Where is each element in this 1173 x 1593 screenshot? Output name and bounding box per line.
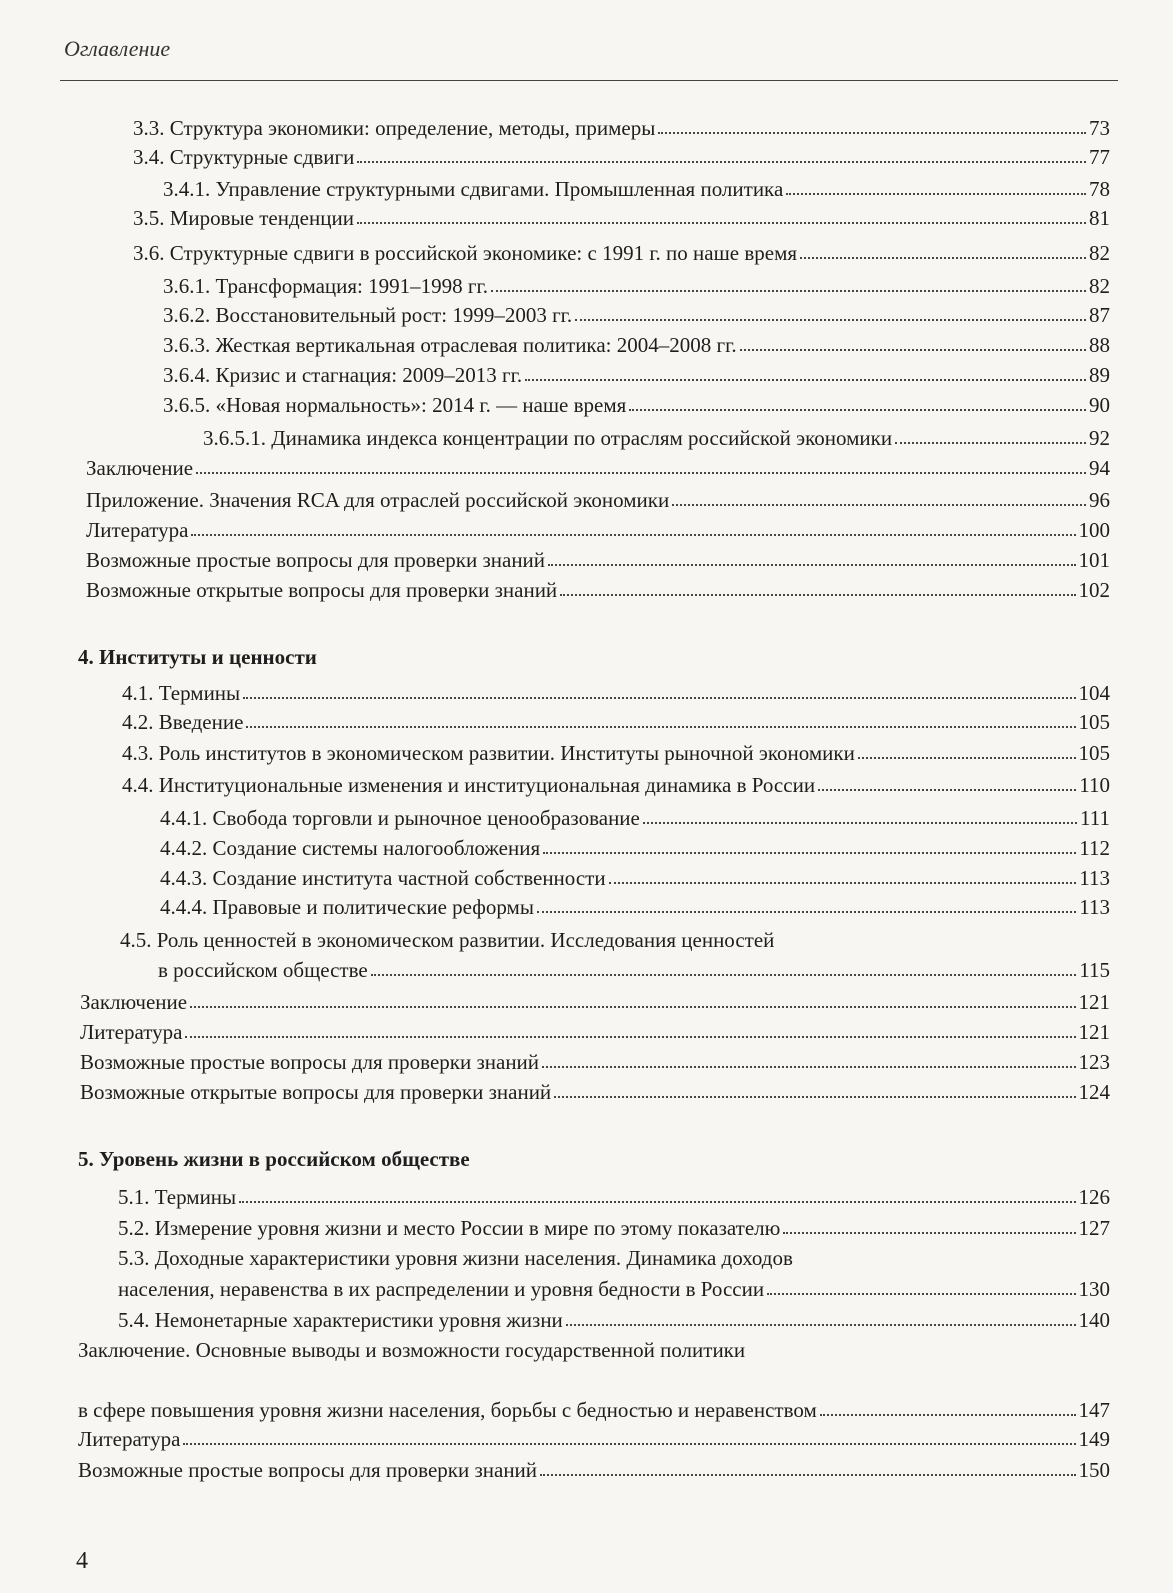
running-header: Оглавление [64, 36, 171, 61]
toc-entry-title: Литература [78, 1427, 181, 1451]
toc-entry[interactable] [118, 1277, 1110, 1301]
toc-entry[interactable] [163, 393, 1110, 417]
toc-page-number: 100 [1078, 518, 1110, 542]
toc-page-number: 88 [1089, 333, 1110, 357]
toc-entry-title: 4.4.2. Создание системы налогообложения [160, 836, 541, 860]
toc-entry-title: 4.2. Введение [122, 710, 244, 734]
toc-entry-title: 3.6.3. Жесткая вертикальная отраслевая политика: 2004–2008 гг. [163, 333, 737, 357]
dot-leader [537, 911, 1076, 913]
toc-entry-title: 3.6. Структурные сдвиги в российской экономике: с 1991 г. по наше время [133, 241, 798, 265]
toc-page-number: 115 [1079, 958, 1110, 982]
toc-entry-title: Литература [80, 1020, 183, 1044]
dot-leader [196, 472, 1086, 474]
toc-page-number: 126 [1078, 1185, 1110, 1209]
dot-leader [542, 1066, 1075, 1068]
toc-entry-title: 4.1. Термины [122, 681, 241, 705]
toc-page-number: 140 [1078, 1308, 1110, 1332]
toc-entry-title: 3.5. Мировые тенденции [133, 206, 354, 230]
toc-page-number: 121 [1078, 990, 1110, 1014]
toc-entry[interactable] [160, 895, 1110, 919]
dot-leader [858, 757, 1076, 759]
toc-entry[interactable] [158, 958, 1110, 982]
toc-entry[interactable] [86, 578, 1110, 602]
toc-entry[interactable] [133, 241, 1110, 265]
toc-page-number: 111 [1080, 806, 1110, 830]
toc-entry[interactable] [122, 681, 1110, 705]
toc-entry-title-line: 5.3. Доходные характеристики уровня жизни населения. Динамика доходов [118, 1246, 793, 1270]
dot-leader [491, 290, 1086, 292]
toc-entry-title: 3.4.1. Управление структурными сдвигами. Промышленная политика [163, 177, 784, 201]
dot-leader [239, 1201, 1075, 1203]
dot-leader [560, 594, 1075, 596]
toc-entry[interactable] [163, 363, 1110, 387]
dot-leader [191, 534, 1075, 536]
toc-entry[interactable] [78, 1458, 1110, 1482]
toc-page-number: 82 [1089, 274, 1110, 298]
toc-entry[interactable] [118, 1308, 1110, 1332]
toc-page-number: 105 [1078, 741, 1110, 765]
toc-entry-title: Возможные простые вопросы для проверки знаний [86, 548, 546, 572]
toc-page-number: 92 [1089, 426, 1110, 450]
toc-entry-title: 4.4. Институциональные изменения и институциональная динамика в России [122, 773, 816, 797]
dot-leader [566, 1324, 1076, 1326]
dot-leader [543, 852, 1076, 854]
toc-page-number: 127 [1078, 1216, 1110, 1240]
toc-entry[interactable] [163, 303, 1110, 327]
toc-page-number: 113 [1079, 866, 1110, 890]
toc-entry-title: 4.4.1. Свобода торговли и рыночное ценообразование [160, 806, 640, 830]
toc-page-number: 90 [1089, 393, 1110, 417]
dot-leader [357, 161, 1086, 163]
dot-leader [243, 697, 1075, 699]
dot-leader [185, 1036, 1075, 1038]
toc-page-number: 94 [1089, 456, 1110, 480]
toc-entry[interactable] [133, 116, 1110, 140]
toc-entry-title: 5.4. Немонетарные характеристики уровня жизни [118, 1308, 563, 1332]
toc-entry[interactable] [163, 333, 1110, 357]
dot-leader [740, 349, 1086, 351]
toc-entry-title: 4.3. Роль институтов в экономическом развитии. Институты рыночной экономики [122, 741, 855, 765]
toc-entry[interactable] [203, 426, 1110, 450]
toc-page-number: 104 [1078, 681, 1110, 705]
toc-entry[interactable] [86, 518, 1110, 542]
dot-leader [183, 1443, 1075, 1445]
dot-leader [609, 882, 1077, 884]
toc-page-number: 101 [1078, 548, 1110, 572]
toc-entry-title: Приложение. Значения RCA для отраслей российской экономики [86, 488, 670, 512]
toc-page-number: 149 [1078, 1427, 1110, 1451]
toc-entry[interactable] [118, 1185, 1110, 1209]
dot-leader [783, 1232, 1075, 1234]
toc-entry[interactable] [80, 990, 1110, 1014]
toc-page-number: 124 [1078, 1080, 1110, 1104]
dot-leader [767, 1293, 1075, 1295]
toc-entry[interactable] [133, 145, 1110, 169]
toc-page-number: 150 [1078, 1458, 1110, 1482]
toc-entry[interactable] [160, 806, 1110, 830]
toc-entry[interactable] [78, 1427, 1110, 1451]
toc-entry-title: Заключение [80, 990, 188, 1014]
toc-entry[interactable] [86, 548, 1110, 572]
toc-entry[interactable] [160, 866, 1110, 890]
toc-entry[interactable] [118, 1216, 1110, 1240]
dot-leader [658, 132, 1086, 134]
toc-entry-title: в российском обществе [158, 958, 368, 982]
page-number: 4 [76, 1548, 88, 1574]
toc-entry[interactable] [133, 206, 1110, 230]
dot-leader [895, 442, 1086, 444]
toc-page-number: 121 [1078, 1020, 1110, 1044]
toc-page-number: 123 [1078, 1050, 1110, 1074]
dot-leader [800, 257, 1086, 259]
toc-page-number: 130 [1078, 1277, 1110, 1301]
dot-leader [786, 193, 1086, 195]
toc-entry-title: 4.4.3. Создание института частной собственности [160, 866, 606, 890]
toc-page-number: 89 [1089, 363, 1110, 387]
toc-entry[interactable] [160, 836, 1110, 860]
toc-entry[interactable] [163, 274, 1110, 298]
toc-page-number: 105 [1078, 710, 1110, 734]
dot-leader [540, 1474, 1075, 1476]
toc-entry-title: населения, неравенства в их распределении и уровня бедности в России [118, 1277, 765, 1301]
toc-entry-title: Возможные простые вопросы для проверки знаний [80, 1050, 540, 1074]
toc-entry-title: Литература [86, 518, 189, 542]
toc-entry-title: 3.6.5.1. Динамика индекса концентрации по отраслям российской экономики [203, 426, 893, 450]
toc-page-number: 87 [1089, 303, 1110, 327]
dot-leader [818, 789, 1076, 791]
dot-leader [629, 409, 1086, 411]
dot-leader [371, 974, 1077, 976]
toc-entry-title: 3.4. Структурные сдвиги [133, 145, 355, 169]
toc-entry-title: в сфере повышения уровня жизни населения, борьбы с бедностью и неравенством [78, 1398, 817, 1422]
toc-page-number: 78 [1089, 177, 1110, 201]
toc-entry-title: Возможные открытые вопросы для проверки знаний [86, 578, 558, 602]
dot-leader [246, 726, 1075, 728]
chapter-heading: 5. Уровень жизни в российском обществе [78, 1147, 470, 1171]
toc-page-number: 110 [1079, 773, 1110, 797]
dot-leader [548, 564, 1075, 566]
toc-entry[interactable] [80, 1080, 1110, 1104]
toc-entry-title: 3.6.1. Трансформация: 1991–1998 гг. [163, 274, 488, 298]
dot-leader [190, 1006, 1075, 1008]
toc-entry[interactable] [122, 710, 1110, 734]
dot-leader [672, 504, 1086, 506]
toc-page-number: 82 [1089, 241, 1110, 265]
toc-entry-title: 3.6.2. Восстановительный рост: 1999–2003 гг. [163, 303, 573, 327]
toc-page-number: 113 [1079, 895, 1110, 919]
chapter-heading: 4. Институты и ценности [78, 645, 317, 669]
dot-leader [525, 379, 1086, 381]
toc-page-number: 102 [1078, 578, 1110, 602]
toc-entry[interactable] [80, 1020, 1110, 1044]
dot-leader [820, 1414, 1076, 1416]
toc-entry[interactable] [163, 177, 1110, 201]
toc-entry-title-line: Заключение. Основные выводы и возможности государственной политики [78, 1338, 746, 1362]
toc-page-number: 147 [1078, 1398, 1110, 1422]
toc-entry-title: Возможные простые вопросы для проверки знаний [78, 1458, 538, 1482]
dot-leader [575, 319, 1086, 321]
toc-entry-title: 3.6.4. Кризис и стагнация: 2009–2013 гг. [163, 363, 523, 387]
toc-page-number: 112 [1079, 836, 1110, 860]
toc-entry-title-line: 4.5. Роль ценностей в экономическом развитии. Исследования ценностей [120, 928, 775, 952]
toc-page-number: 81 [1089, 206, 1110, 230]
toc-page-number: 73 [1089, 116, 1110, 140]
toc-entry-title: 4.4.4. Правовые и политические реформы [160, 895, 534, 919]
toc-entry[interactable] [86, 456, 1110, 480]
toc-entry[interactable] [86, 488, 1110, 512]
toc-entry[interactable] [80, 1050, 1110, 1074]
toc-entry-title: 3.6.5. «Новая нормальность»: 2014 г. — наше время [163, 393, 627, 417]
toc-entry[interactable] [122, 741, 1110, 765]
toc-entry-title: Заключение [86, 456, 194, 480]
toc-entry-title: Возможные открытые вопросы для проверки знаний [80, 1080, 552, 1104]
toc-entry[interactable] [78, 1398, 1110, 1422]
toc-entry-title: 5.1. Термины [118, 1185, 237, 1209]
toc-page-number: 77 [1089, 145, 1110, 169]
toc-page-number: 96 [1089, 488, 1110, 512]
toc-entry-title: 5.2. Измерение уровня жизни и место России в мире по этому показателю [118, 1216, 781, 1240]
dot-leader [643, 822, 1077, 824]
dot-leader [357, 222, 1086, 224]
dot-leader [554, 1096, 1075, 1098]
toc-entry-title: 3.3. Структура экономики: определение, методы, примеры [133, 116, 656, 140]
toc-entry[interactable] [122, 773, 1110, 797]
